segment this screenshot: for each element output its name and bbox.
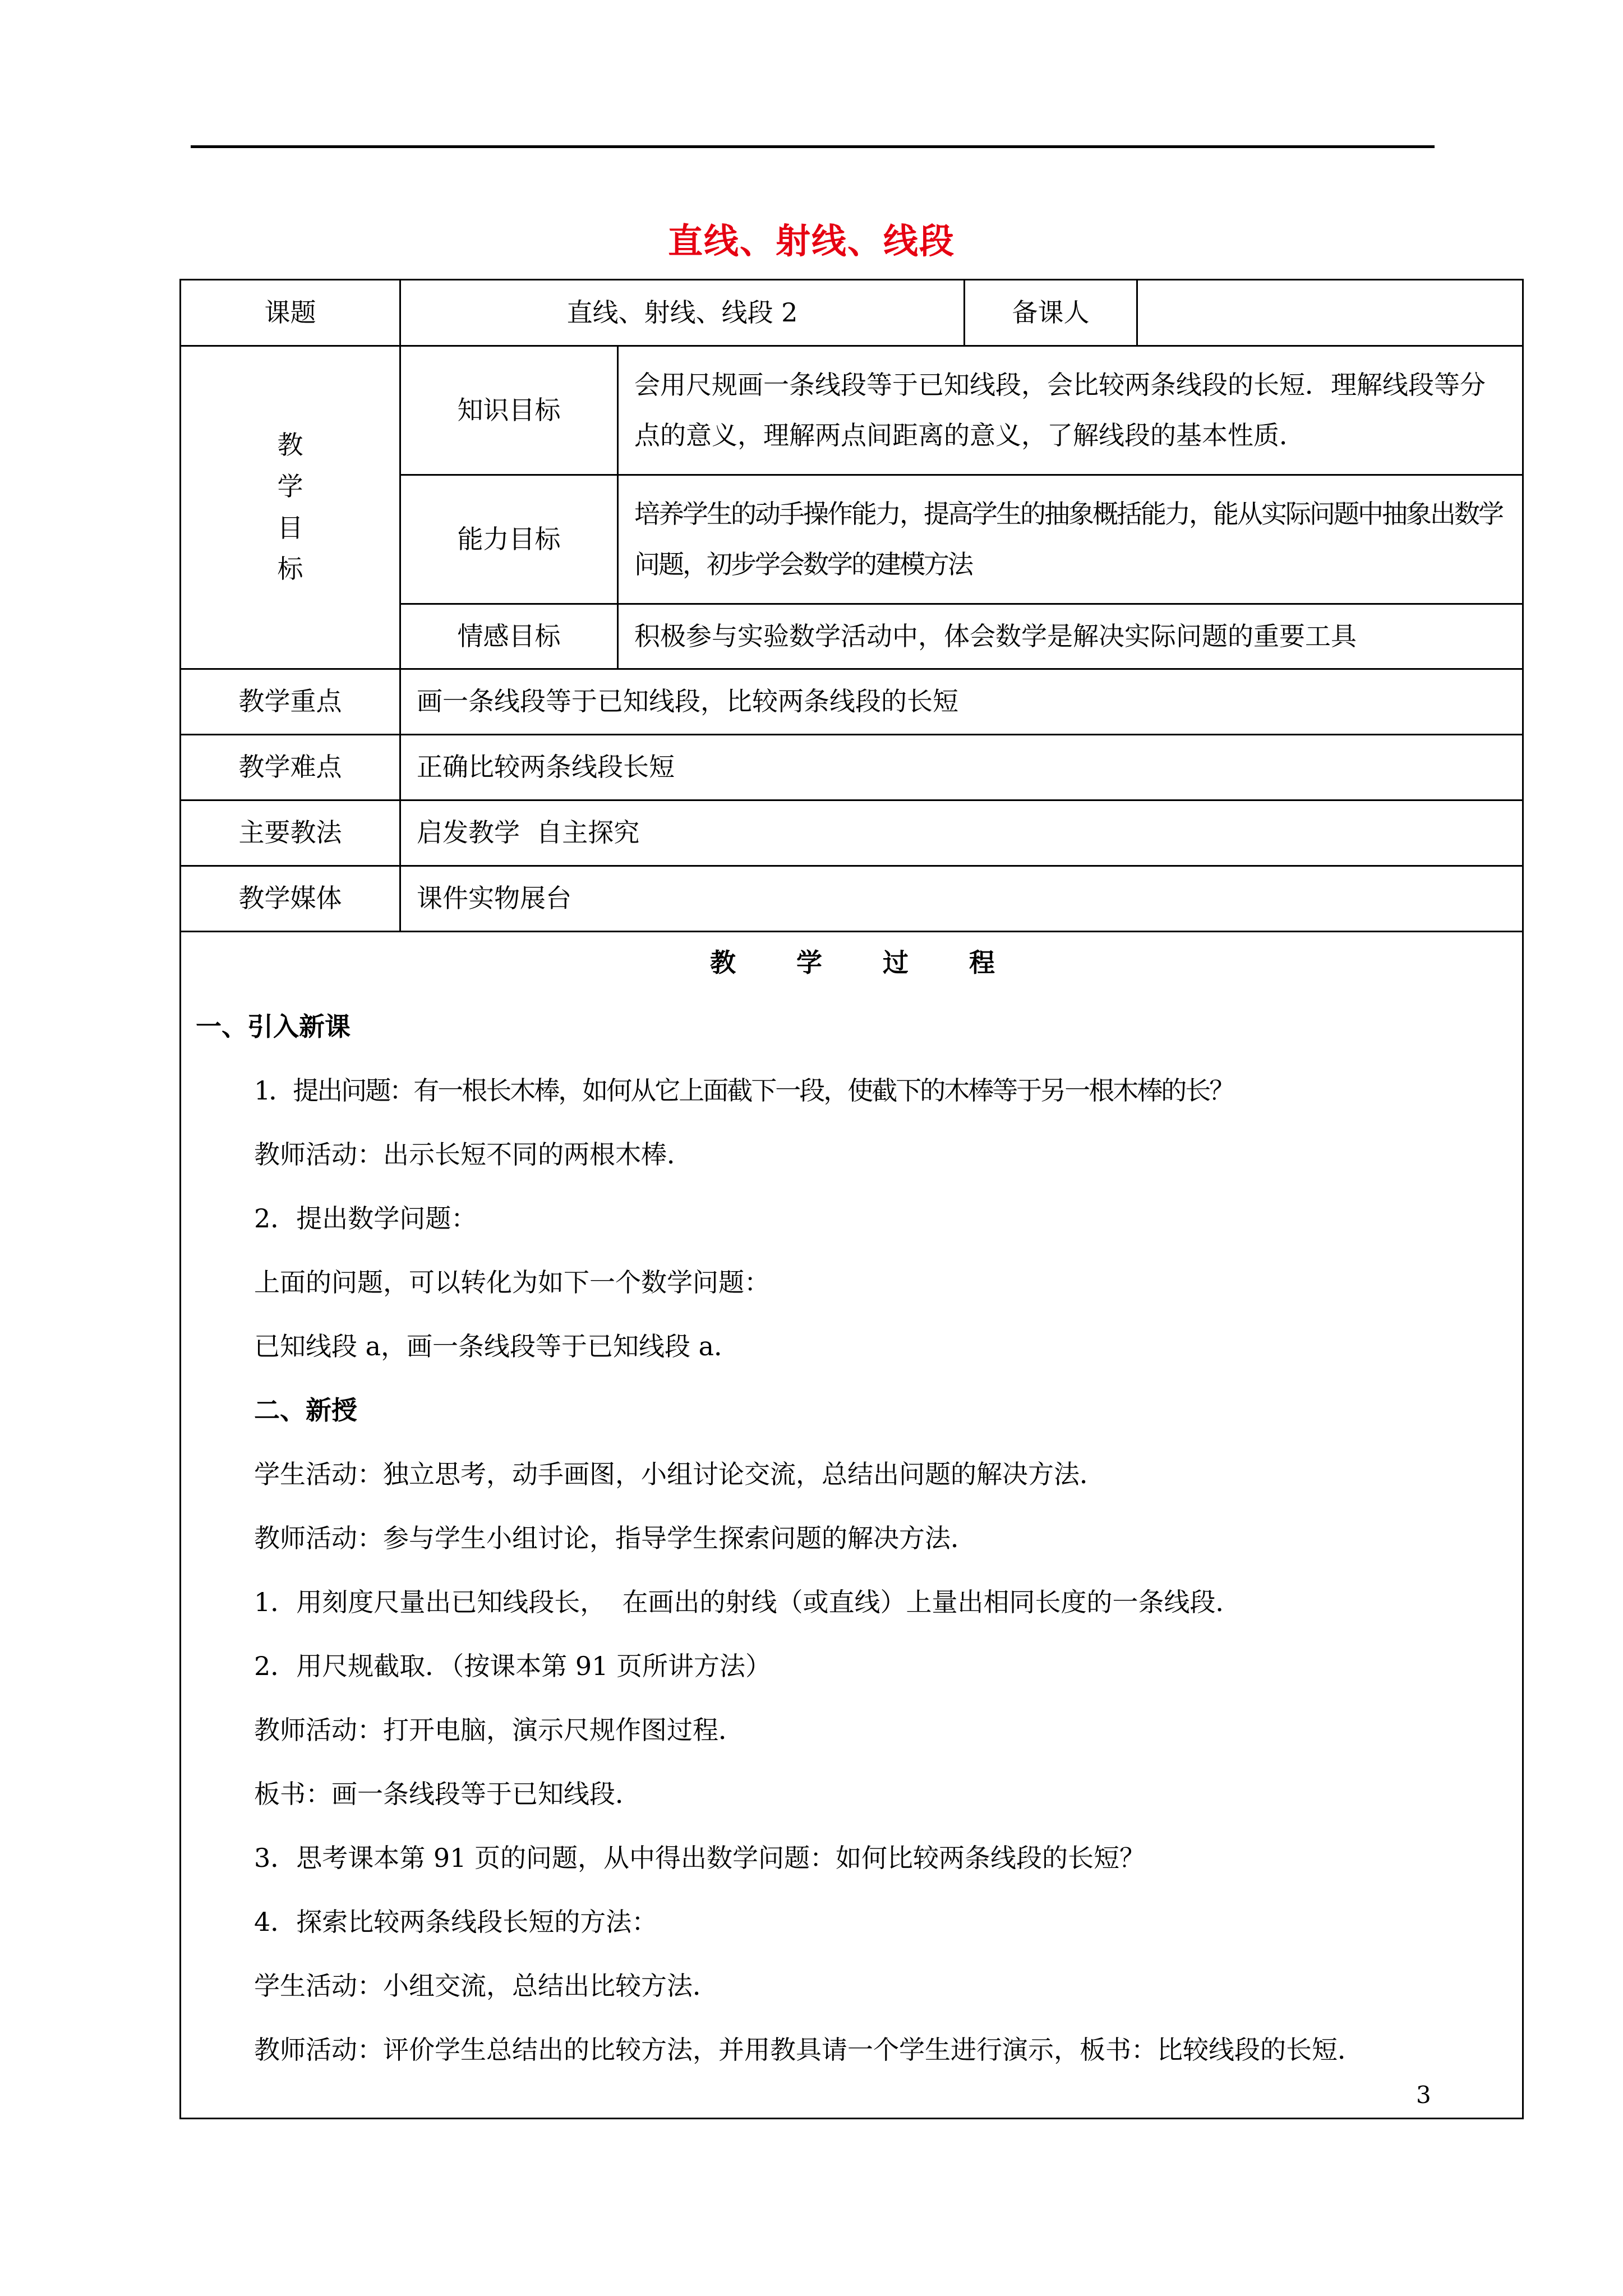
objective-label: 能力目标 <box>400 475 618 604</box>
objective-text: 积极参与实验数学活动中，体会数学是解决实际问题的重要工具 <box>618 604 1523 669</box>
info-text: 课件实物展台 <box>400 866 1523 932</box>
process-line: 1．用刻度尺量出已知线段长， 在画出的射线（或直线）上量出相同长度的一条线段． <box>254 1587 1242 1617</box>
topic-label: 课题 <box>181 280 400 346</box>
process-line: 教师活动：评价学生总结出的比较方法，并用教具请一个学生进行演示，板书：比较线段的长短． <box>254 2035 1363 2065</box>
process-line: 4．探索比较两条线段长短的方法： <box>254 1907 658 1937</box>
process-line: 学生活动：小组交流，总结出比较方法． <box>254 1971 718 2001</box>
process-line: 教师活动：出示长短不同的两根木棒． <box>254 1139 693 1170</box>
info-row <box>181 866 1523 932</box>
section-heading: 二、新授 <box>254 1395 357 1425</box>
info-row <box>181 669 1523 735</box>
section-heading: 一、引入新课 <box>196 1011 351 1042</box>
info-label: 教学难点 <box>181 735 400 800</box>
objective-text: 会用尺规画一条线段等于已知线段，会比较两条线段的长短．理解线段等分点的意义，理解两点间距离的意义，了解线段的基本性质． <box>618 346 1523 475</box>
process-line: 3．思考课本第 91 页的问题，从中得出数学问题：如何比较两条线段的长短？ <box>254 1843 1146 1873</box>
topic-value: 直线、射线、线段 2 <box>400 280 965 346</box>
process-title-char: 过 <box>883 947 909 978</box>
page-number: 3 <box>1416 2081 1431 2109</box>
process-line: 教师活动：参与学生小组讨论，指导学生探索问题的解决方法． <box>254 1523 976 1553</box>
process-line: 2．用尺规截取．（按课本第 91 页所讲方法） <box>254 1651 772 1681</box>
process-line: 1．提出问题：有一根长木棒，如何从它上面截下一段，使截下的木棒等于另一根木棒的长？ <box>254 1075 1234 1106</box>
preparer-value <box>1137 280 1523 346</box>
teaching-process <box>181 932 1522 2118</box>
header-rule <box>191 145 1435 148</box>
objectives-char: 标 <box>277 554 303 585</box>
info-row <box>181 800 1523 866</box>
process-line: 已知线段 a，画一条线段等于已知线段 a． <box>254 1331 740 1361</box>
info-text: 启发教学 自主探究 <box>400 800 1523 866</box>
info-text: 画一条线段等于已知线段，比较两条线段的长短 <box>400 669 1523 735</box>
page-title: 直线、射线、线段 <box>667 220 955 261</box>
objectives-char: 目 <box>277 512 303 543</box>
preparer-label: 备课人 <box>965 280 1137 346</box>
process-cell <box>181 932 1523 2119</box>
lesson-plan-table <box>179 279 1524 2119</box>
process-line: 教师活动：打开电脑，演示尺规作图过程． <box>254 1715 744 1745</box>
process-title <box>181 942 1524 984</box>
process-line: 板书：画一条线段等于已知线段． <box>254 1779 641 1809</box>
info-row <box>181 735 1523 800</box>
process-line: 2．提出数学问题： <box>254 1203 477 1234</box>
process-title-char: 程 <box>969 947 995 978</box>
info-label: 教学重点 <box>181 669 400 735</box>
objective-label: 情感目标 <box>400 604 618 669</box>
info-text: 正确比较两条线段长短 <box>400 735 1523 800</box>
objective-label: 知识目标 <box>400 346 618 475</box>
objective-text: 培养学生的动手操作能力，提高学生的抽象概括能力，能从实际问题中抽象出数学问题，初步学会数学的建模方法 <box>618 475 1523 604</box>
process-line: 上面的问题，可以转化为如下一个数学问题： <box>254 1267 770 1297</box>
objectives-char: 教 <box>277 430 303 461</box>
process-row <box>181 932 1523 2119</box>
process-title-char: 学 <box>796 947 822 978</box>
objectives-group-label <box>181 346 400 669</box>
objectives-char: 学 <box>277 471 303 501</box>
topic-row <box>181 280 1523 346</box>
info-label: 教学媒体 <box>181 866 400 932</box>
info-label: 主要教法 <box>181 800 400 866</box>
process-title-char: 教 <box>710 947 736 978</box>
objective-row-knowledge <box>181 346 1523 475</box>
process-line: 学生活动：独立思考，动手画图，小组讨论交流，总结出问题的解决方法． <box>254 1459 1105 1489</box>
